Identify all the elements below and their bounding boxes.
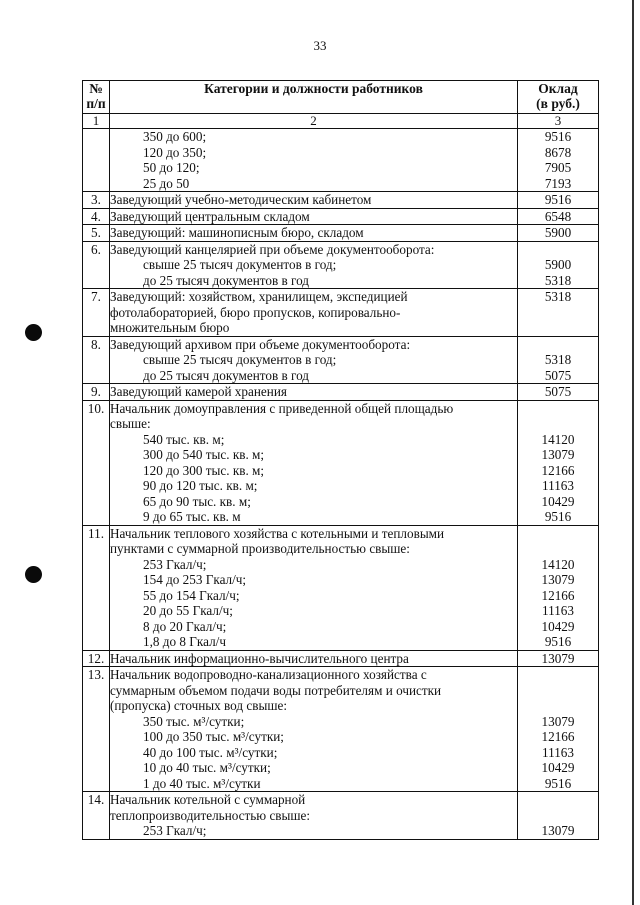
description-line: 253 Гкал/ч; [143, 823, 207, 838]
salary-value: 12166 [541, 587, 575, 603]
row-number: 7. [83, 289, 110, 337]
salary-values [518, 241, 599, 289]
position-description [110, 289, 518, 337]
salary-value: 9516 [544, 634, 572, 649]
row-number: 4. [83, 208, 110, 225]
salary-value: 7905 [544, 160, 572, 175]
salary-values [518, 208, 599, 225]
description-line: 350 тыс. м³/сутки; [143, 713, 245, 729]
row-number: 14. [83, 792, 110, 840]
position-description [110, 208, 518, 225]
description-line: Заведующий архивом при объеме документооборота: [110, 336, 411, 352]
table-row [83, 525, 599, 650]
salary-value [518, 698, 598, 714]
row-number: 9. [83, 384, 110, 401]
salary-value: 5318 [544, 352, 572, 367]
salary-value: 6548 [544, 208, 572, 224]
salary-value: 7193 [544, 175, 572, 191]
row-number: 13. [83, 667, 110, 792]
table-row [83, 208, 599, 225]
salary-value: 9516 [544, 192, 572, 207]
salary-value: 5075 [544, 367, 572, 383]
position-description [110, 129, 518, 192]
page-number: 33 [313, 38, 327, 53]
description-line: Начальник котельной с суммарной [110, 792, 306, 807]
salary-value: 9516 [544, 509, 572, 524]
position-description [110, 525, 518, 650]
table-row [83, 192, 599, 209]
position-description [110, 241, 518, 289]
description-line: 10 до 40 тыс. м³/сутки; [143, 760, 271, 775]
table-row [83, 384, 599, 401]
description-line: Начальник домоуправления с приведенной общей площадью [110, 400, 454, 416]
description-line: 50 до 120; [143, 160, 200, 175]
row-number [83, 129, 110, 192]
salary-value: 10429 [541, 760, 575, 775]
table-row [83, 667, 599, 792]
description-line: свыше: [110, 416, 151, 431]
salary-value: 9516 [544, 775, 572, 791]
table-row [83, 650, 599, 667]
description-line: до 25 тысяч документов в год [143, 367, 309, 383]
salary-value [518, 541, 598, 557]
column-index: 2 [110, 114, 518, 129]
header-number-line: № [89, 81, 103, 96]
table-row [83, 400, 599, 525]
description-line: фотолабораторией, бюро пропусков, копировально- [110, 304, 401, 320]
position-description [110, 400, 518, 525]
salary-value: 5318 [544, 272, 572, 288]
description-line: множительным бюро [110, 320, 230, 335]
description-line: 25 до 50 [143, 175, 190, 191]
description-line: Заведующий камерой хранения [110, 384, 287, 399]
salary-value [518, 337, 598, 353]
description-line: 55 до 154 Гкал/ч; [143, 587, 240, 603]
row-number: 5. [83, 225, 110, 242]
salary-value [518, 401, 598, 417]
description-line: 540 тыс. кв. м; [143, 431, 225, 447]
salary-value: 11163 [542, 478, 574, 493]
salary-value: 11163 [542, 603, 574, 618]
row-number: 10. [83, 400, 110, 525]
salary-value: 13079 [541, 823, 575, 838]
header-salary-line: Оклад [538, 81, 578, 96]
salary-value [518, 667, 598, 683]
description-line: Начальник водопроводно-канализационного хозяйства с [110, 667, 427, 682]
table-row [83, 241, 599, 289]
table-row [83, 225, 599, 242]
description-line: свыше 25 тысяч документов в год; [143, 257, 337, 272]
salary-value: 13079 [541, 572, 575, 587]
salary-values [518, 525, 599, 650]
description-line: 120 до 350; [143, 144, 207, 160]
description-line: 1 до 40 тыс. м³/сутки [143, 775, 261, 791]
description-line: (пропуска) сточных вод свыше: [110, 698, 287, 713]
position-description [110, 336, 518, 384]
salary-values [518, 129, 599, 192]
position-description [110, 384, 518, 401]
description-line: 9 до 65 тыс. кв. м [143, 509, 241, 524]
salary-values [518, 667, 599, 792]
description-line: Заведующий: хозяйством, хранилищем, экспедицией [110, 289, 408, 304]
description-line: Заведующий канцелярией при объеме документооборота: [110, 241, 435, 257]
column-index: 1 [83, 114, 110, 129]
header-category: Категории и должности работников [110, 81, 518, 114]
salary-values [518, 650, 599, 667]
salary-value [518, 683, 598, 699]
description-line: суммарным объемом подачи воды потребителям и очистки [110, 682, 442, 698]
table-row [83, 792, 599, 840]
salary-value: 5075 [544, 384, 572, 399]
description-line: Начальник информационно-вычислительного центра [110, 650, 409, 666]
description-line: 120 до 300 тыс. кв. м; [143, 462, 265, 478]
table-row [83, 289, 599, 337]
position-description [110, 792, 518, 840]
salary-value [518, 242, 598, 258]
salary-value [518, 792, 598, 808]
row-number: 8. [83, 336, 110, 384]
description-line: Начальник теплового хозяйства с котельными и тепловыми [110, 525, 445, 541]
description-line: 20 до 55 Гкал/ч; [143, 603, 233, 618]
scan-edge-line [632, 0, 634, 905]
salary-value: 8678 [544, 144, 572, 160]
salary-value: 10429 [541, 618, 575, 634]
description-line: пунктами с суммарной производительностью свыше: [110, 541, 410, 556]
salary-value [518, 416, 598, 432]
salary-values [518, 336, 599, 384]
position-description [110, 667, 518, 792]
salary-value: 5900 [544, 225, 572, 240]
header-salary-line: (в руб.) [536, 96, 580, 111]
table-body [83, 129, 599, 840]
description-line: 65 до 90 тыс. кв. м; [143, 493, 251, 509]
row-number: 11. [83, 525, 110, 650]
salary-value: 10429 [541, 493, 575, 509]
header-number [83, 81, 110, 114]
description-line: 8 до 20 Гкал/ч; [143, 618, 227, 634]
salary-table [82, 80, 599, 840]
header-number-line: п/п [86, 96, 106, 111]
salary-value: 13079 [541, 447, 575, 462]
binder-hole-mark [25, 566, 42, 583]
salary-values [518, 225, 599, 242]
description-line: свыше 25 тысяч документов в год; [143, 352, 337, 367]
description-line: 253 Гкал/ч; [143, 556, 207, 572]
description-line: 350 до 600; [143, 129, 207, 144]
salary-value: 14120 [541, 431, 575, 447]
description-line: теплопроизводительностью свыше: [110, 807, 311, 823]
description-line: 100 до 350 тыс. м³/сутки; [143, 729, 284, 744]
description-line: Заведующий центральным складом [110, 208, 310, 224]
column-index-row [83, 114, 599, 129]
description-line: до 25 тысяч документов в год [143, 272, 309, 288]
salary-value [518, 808, 598, 824]
salary-values [518, 192, 599, 209]
salary-value: 13079 [541, 713, 575, 729]
description-line: 154 до 253 Гкал/ч; [143, 572, 247, 587]
description-line: 300 до 540 тыс. кв. м; [143, 447, 265, 462]
header-salary [518, 81, 599, 114]
table-row [83, 336, 599, 384]
salary-values [518, 792, 599, 840]
salary-values [518, 400, 599, 525]
salary-value: 13079 [541, 650, 575, 666]
salary-value [518, 305, 598, 321]
description-line: 1,8 до 8 Гкал/ч [143, 634, 226, 649]
position-description [110, 192, 518, 209]
salary-value: 12166 [541, 729, 575, 744]
description-line: Заведующий: машинописным бюро, складом [110, 225, 364, 240]
description-line: 90 до 120 тыс. кв. м; [143, 478, 258, 493]
salary-value: 11163 [542, 744, 574, 760]
row-number: 12. [83, 650, 110, 667]
column-index: 3 [518, 114, 599, 129]
salary-values [518, 384, 599, 401]
salary-value: 12166 [541, 462, 575, 478]
salary-value: 5318 [544, 289, 572, 304]
description-line: 40 до 100 тыс. м³/сутки; [143, 744, 278, 760]
salary-value: 14120 [541, 556, 575, 572]
position-description [110, 650, 518, 667]
row-number: 6. [83, 241, 110, 289]
description-line: Заведующий учебно-методическим кабинетом [110, 192, 372, 207]
salary-value [518, 320, 598, 336]
table-row [83, 129, 599, 192]
salary-value [518, 526, 598, 542]
position-description [110, 225, 518, 242]
salary-value: 9516 [544, 129, 572, 144]
salary-values [518, 289, 599, 337]
binder-hole-mark [25, 324, 42, 341]
salary-value: 5900 [544, 257, 572, 272]
row-number: 3. [83, 192, 110, 209]
